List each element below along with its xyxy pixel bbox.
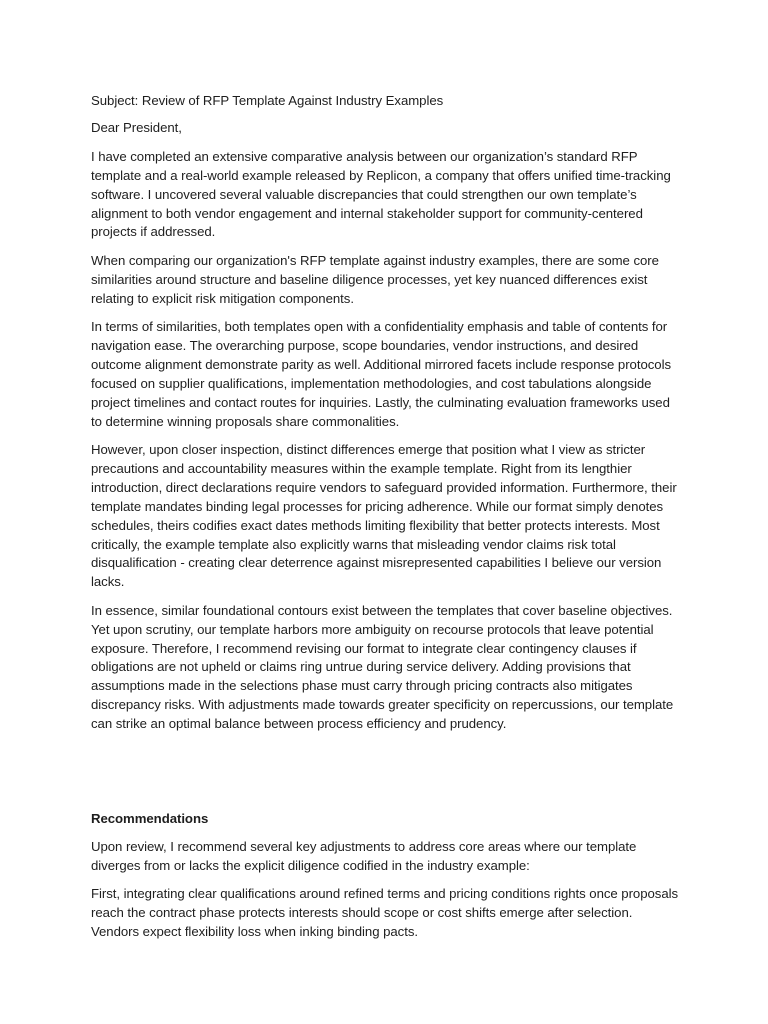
recommendation-first: First, integrating clear qualifications around refined terms and pricing conditions rights once proposals reach the contract phase protects interests should scope or cost shifts emerge after selection. Vendors expect flexibility loss when inking binding pacts. (91, 886, 679, 940)
paragraph-differences: However, upon closer inspection, distinct differences emerge that position what I view as stricter precautions and accountability measures within the example template. Right from its lengthier introduction, direct declarations require vendors to safeguard provided information. Furthermore, their template mandates binding legal processes for pricing adherence. While our format simply denotes schedules, theirs codifies exact dates methods limiting flexibility that better protects interests. Most critically, the example template also explicitly warns that misleading vendor claims risk total disqualification - creating clear deterrence against misrepresented capabilities I believe our version lacks. (91, 442, 677, 590)
subject-line: Subject: Review of RFP Template Against Industry Examples (91, 93, 444, 108)
paragraph-similarities: In terms of similarities, both templates open with a confidentiality emphasis and table of contents for navigation ease. The overarching purpose, scope boundaries, vendor instructions, and desired outcome alignment demonstrate parity as well. Additional mirrored facets include response protocols focused on supplier qualifications, implementation methodologies, and cost tabulations alongside project timelines and contact routes for inquiries. Lastly, the culminating evaluation frameworks used to determine winning proposals share commonalities. (91, 319, 671, 429)
salutation: Dear President, (91, 120, 182, 136)
paragraph-intro: I have completed an extensive comparative analysis between our organization’s standard RFP template and a real-world example released by Replicon, a company that offers unified time-tracking software. I uncovered several valuable discrepancies that could strengthen our own template’s alignment to both vendor engagement and internal stakeholder support for community-centered projects if addressed. (91, 148, 671, 240)
recommendations-intro: Upon review, I recommend several key adjustments to address core areas where our template diverges from or lacks the explicit diligence codified in the industry example: (91, 839, 637, 873)
section-spacer (91, 744, 681, 810)
document-page (91, 92, 681, 952)
paragraph-essence: In essence, similar foundational contours exist between the templates that cover baseline objectives. Yet upon scrutiny, our template harbors more ambiguity on recourse protocols that leave potential exposure. Therefore, I recommend revising our format to integrate clear contingency clauses if obligations are not upheld or claims ring untrue during service delivery. Adding provisions that assumptions made in the selections phase must carry through pricing contracts also mitigates discrepancy risks. With adjustments made towards greater specificity on repercussions, our template can strike an optimal balance between process efficiency and prudency. (91, 602, 674, 732)
recommendations-heading: Recommendations (91, 810, 209, 826)
paragraph-comparison: When comparing our organization's RFP template against industry examples, there are some core similarities around structure and baseline diligence processes, yet key nuanced differences exist relating to explicit risk mitigation components. (91, 252, 659, 306)
